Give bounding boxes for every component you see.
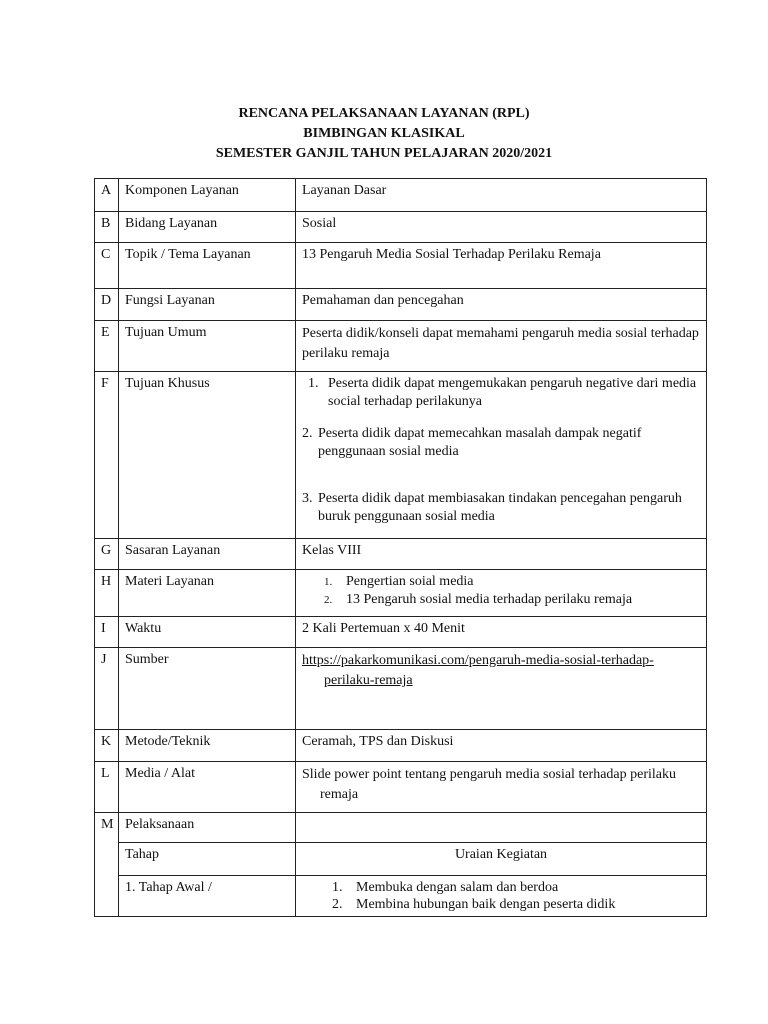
document-subtitle: BIMBINGAN KLASIKAL	[303, 126, 465, 141]
table-row	[95, 762, 707, 813]
row-code: B	[95, 212, 119, 243]
row-value: Slide power point tentang pengaruh media sosial terhadap perilaku remaja	[302, 767, 677, 802]
table-row	[95, 289, 707, 321]
row-label: Sasaran Layanan	[119, 539, 296, 570]
document-title: RENCANA PELAKSANAAN LAYANAN (RPL)	[238, 106, 530, 121]
table-row	[95, 617, 707, 648]
list-item	[324, 591, 700, 609]
row-code: E	[95, 321, 119, 372]
row-code: K	[95, 730, 119, 762]
row-label: Waktu	[119, 617, 296, 648]
row-value	[296, 648, 707, 730]
row-value: Kelas VIII	[296, 539, 707, 570]
row-value: Pemahaman dan pencegahan	[296, 289, 707, 321]
row-label: Metode/Teknik	[119, 730, 296, 762]
list-item-text: 13 Pengaruh sosial media terhadap perilaku remaja	[346, 592, 633, 607]
row-label: Komponen Layanan	[119, 179, 296, 212]
row-value: Sosial	[296, 212, 707, 243]
table-row	[95, 648, 707, 730]
list-item-text: Peserta didik dapat mengemukakan pengaruh negative dari media social terhadap perilakunya	[328, 376, 697, 409]
row-code: A	[95, 179, 119, 212]
row-label: Tujuan Khusus	[119, 372, 296, 539]
table-row	[95, 179, 707, 212]
row-code: F	[95, 372, 119, 539]
row-value	[296, 813, 707, 843]
rpl-table	[94, 178, 707, 917]
source-wrap	[302, 651, 700, 691]
list-item-number: 2.	[302, 426, 313, 441]
list-item-number: 2.	[324, 594, 333, 606]
row-value: 2 Kali Pertemuan x 40 Menit	[296, 617, 707, 648]
uraian-header: Uraian Kegiatan	[296, 843, 707, 876]
row-value-cell	[296, 762, 707, 813]
row-code: J	[95, 648, 119, 730]
list-item-text: Peserta didik dapat membiasakan tindakan pencegahan pengaruh buruk penggunaan sosial media	[318, 491, 682, 524]
pelaksanaan-header-row	[95, 843, 707, 876]
list-item	[302, 490, 700, 526]
row-label: Pelaksanaan	[119, 813, 296, 843]
row-code: H	[95, 570, 119, 617]
list-item	[332, 896, 700, 913]
row-value: Peserta didik/konseli dapat memahami pengaruh media sosial terhadap perilaku remaja	[296, 321, 707, 372]
row-label: Materi Layanan	[119, 570, 296, 617]
row-label: Bidang Layanan	[119, 212, 296, 243]
list-item-number: 1.	[324, 576, 333, 588]
row-label: Media / Alat	[119, 762, 296, 813]
stage-name: 1. Tahap Awal /	[119, 876, 296, 917]
list-item-number: 3.	[302, 491, 313, 506]
table-row	[95, 372, 707, 539]
list-item-number: 1.	[332, 880, 343, 895]
document-semester: SEMESTER GANJIL TAHUN PELAJARAN 2020/2021	[215, 146, 553, 161]
row-label: Topik / Tema Layanan	[119, 243, 296, 289]
table-row	[95, 212, 707, 243]
stage-activities	[296, 876, 707, 917]
list-item-text: Membina hubungan baik dengan peserta didik	[356, 897, 616, 912]
row-code: I	[95, 617, 119, 648]
row-value: 13 Pengaruh Media Sosial Terhadap Perilaku Remaja	[296, 243, 707, 289]
row-code: M	[95, 813, 119, 917]
row-code: C	[95, 243, 119, 289]
list-item-number: 2.	[332, 897, 343, 912]
tahap-header: Tahap	[119, 843, 296, 876]
list-item	[302, 425, 700, 461]
row-code: G	[95, 539, 119, 570]
list-item	[302, 375, 700, 411]
row-value: Ceramah, TPS dan Diskusi	[296, 730, 707, 762]
list-item-text: Pengertian soial media	[346, 574, 474, 589]
list-item-text: Membuka dengan salam dan berdoa	[356, 880, 559, 895]
list-item-text: Peserta didik dapat memecahkan masalah dampak negatif penggunaan sosial media	[318, 426, 642, 459]
materi-layanan-list	[296, 570, 707, 617]
row-label: Sumber	[119, 648, 296, 730]
source-link[interactable]: https://pakarkomunikasi.com/pengaruh-media-sosial-terhadap-perilaku-remaja	[302, 653, 654, 688]
row-value: Layanan Dasar	[296, 179, 707, 212]
tujuan-khusus-list	[296, 372, 707, 539]
row-label: Fungsi Layanan	[119, 289, 296, 321]
list-item	[324, 573, 700, 591]
table-row	[95, 730, 707, 762]
row-code: D	[95, 289, 119, 321]
list-item-number: 1.	[308, 376, 319, 391]
table-row	[95, 321, 707, 372]
table-row	[95, 813, 707, 843]
table-row	[95, 539, 707, 570]
row-code: L	[95, 762, 119, 813]
list-item	[332, 879, 700, 896]
table-row	[95, 570, 707, 617]
pelaksanaan-stage-row	[95, 876, 707, 917]
table-row	[95, 243, 707, 289]
row-label: Tujuan Umum	[119, 321, 296, 372]
document-header	[0, 104, 768, 164]
